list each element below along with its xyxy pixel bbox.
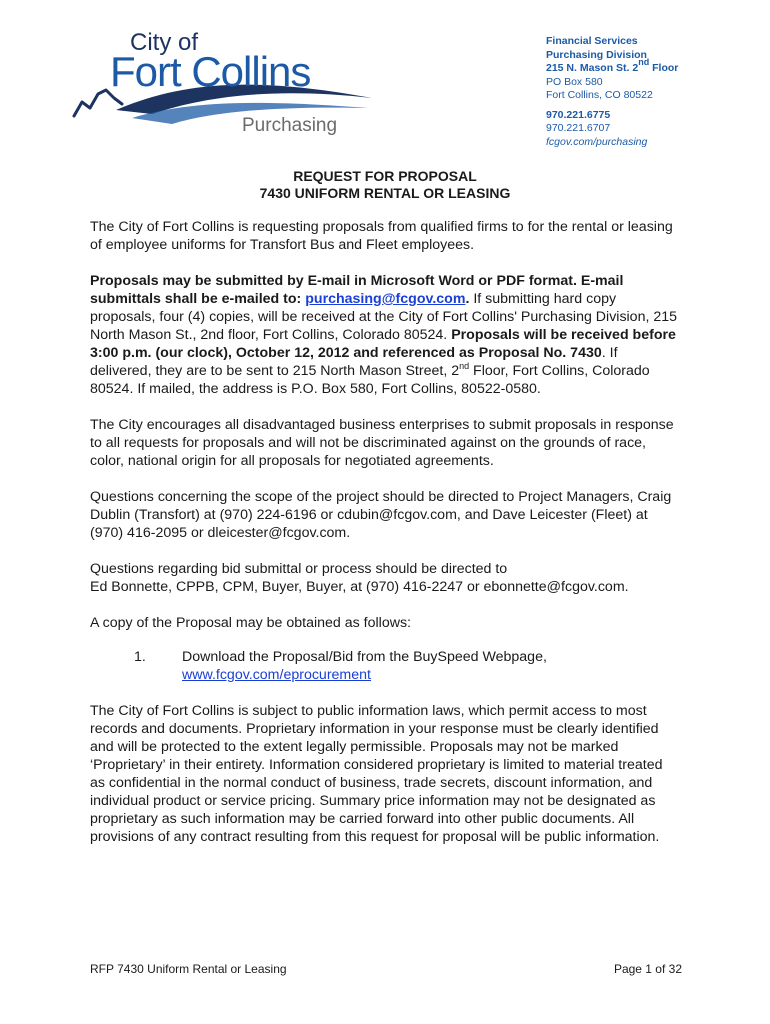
contact-fax: 970.221.6707 xyxy=(546,122,611,134)
public-info-paragraph: The City of Fort Collins is subject to public information laws, which permit access to most records and documents. Proprietary information in your response must be clearly identified and will be protected to the extent legally permissible. Proposals may not be marked ‘Proprietary’ in their entirety. Information considered proprietary is limited to material treated as confidential in the normal conduct of business, trade secrets, discount information, and individual product or service pricing. Summary price information may not be designated as proprietary as such information may be carried forward into other public documents. All provisions of any contract resulting from this request for proposal will be public information. xyxy=(90,703,663,845)
logo-city-of: City of xyxy=(130,29,199,56)
disadvantaged-paragraph: The City encourages all disadvantaged business enterprises to submit proposals in response to all requests for proposals and will not be discriminated against on the grounds of race, color, national origin for all proposals for negotiated agreements. xyxy=(90,417,674,469)
document-title xyxy=(0,168,770,202)
contact-block xyxy=(546,35,746,149)
page-footer xyxy=(90,962,682,976)
contact-web: fcgov.com/purchasing xyxy=(546,135,648,148)
copy-intro-paragraph: A copy of the Proposal may be obtained as follows: xyxy=(90,615,411,631)
contact-pobox: PO Box 580 xyxy=(546,75,603,88)
purchasing-email-link[interactable]: purchasing@fcgov.com xyxy=(305,291,466,307)
city-logo-graphic xyxy=(72,28,382,138)
contact-division: Purchasing Division xyxy=(546,48,647,61)
city-logo xyxy=(72,28,382,138)
title-line-1: REQUEST FOR PROPOSAL xyxy=(293,168,477,184)
intro-paragraph: The City of Fort Collins is requesting proposals from qualified firms to for the rental or leasing of employee uniforms for Transfort Bus and Fleet employees. xyxy=(90,219,673,253)
contact-street: 215 N. Mason St. 2nd Floor xyxy=(546,57,679,74)
list-number: 1. xyxy=(134,649,146,665)
list-text: Download the Proposal/Bid from the BuySpeed Webpage, www.fcgov.com/eprocurement xyxy=(182,649,547,683)
logo-fort-collins: Fort Collins xyxy=(110,48,311,95)
contact-dept: Financial Services xyxy=(546,35,638,47)
logo-purchasing: Purchasing xyxy=(242,115,338,136)
submission-paragraph: Proposals may be submitted by E-mail in Microsoft Word or PDF format. E-mail submittals shall be e-mailed to: purchasing@fcgov.com. If submitting hard copy proposals, four (4) copies, will be received at the City of Fort Collins' Purchasing Division, 215 North Mason St., 2nd floor, Fort Collins, Colorado 80524. Proposals will be received before 3:00 p.m. (our clock), October 12, 2012 and referenced as Proposal No. 7430. If delivered, they are to be sent to 215 North Mason Street, 2nd Floor, Fort Collins, Colorado 80524. If mailed, the address is P.O. Box 580, Fort Collins, 80522-0580. xyxy=(90,273,678,397)
footer-doc-title: RFP 7430 Uniform Rental or Leasing xyxy=(90,962,287,976)
questions-bid-paragraph: Questions regarding bid submittal or process should be directed to Ed Bonnette, CPPB, CPM, Buyer, Buyer, at (970) 416-2247 or ebonnette@fcgov.com. xyxy=(90,561,629,595)
contact-city: Fort Collins, CO 80522 xyxy=(546,89,653,101)
footer-page-number: Page 1 of 32 xyxy=(613,962,682,976)
list-item xyxy=(90,648,680,684)
questions-scope-paragraph: Questions concerning the scope of the project should be directed to Project Managers, Craig Dublin (Transfort) at (970) 224-6196 or cdubin@fcgov.com, and Dave Leicester (Fleet) at (970) 416-2095 or dleicester@fcgov.com. xyxy=(90,489,672,541)
contact-phone: 970.221.6775 xyxy=(546,108,611,121)
eprocurement-link[interactable]: www.fcgov.com/eprocurement xyxy=(182,667,371,683)
title-line-2: 7430 UNIFORM RENTAL OR LEASING xyxy=(259,185,511,201)
document-body xyxy=(90,218,680,864)
